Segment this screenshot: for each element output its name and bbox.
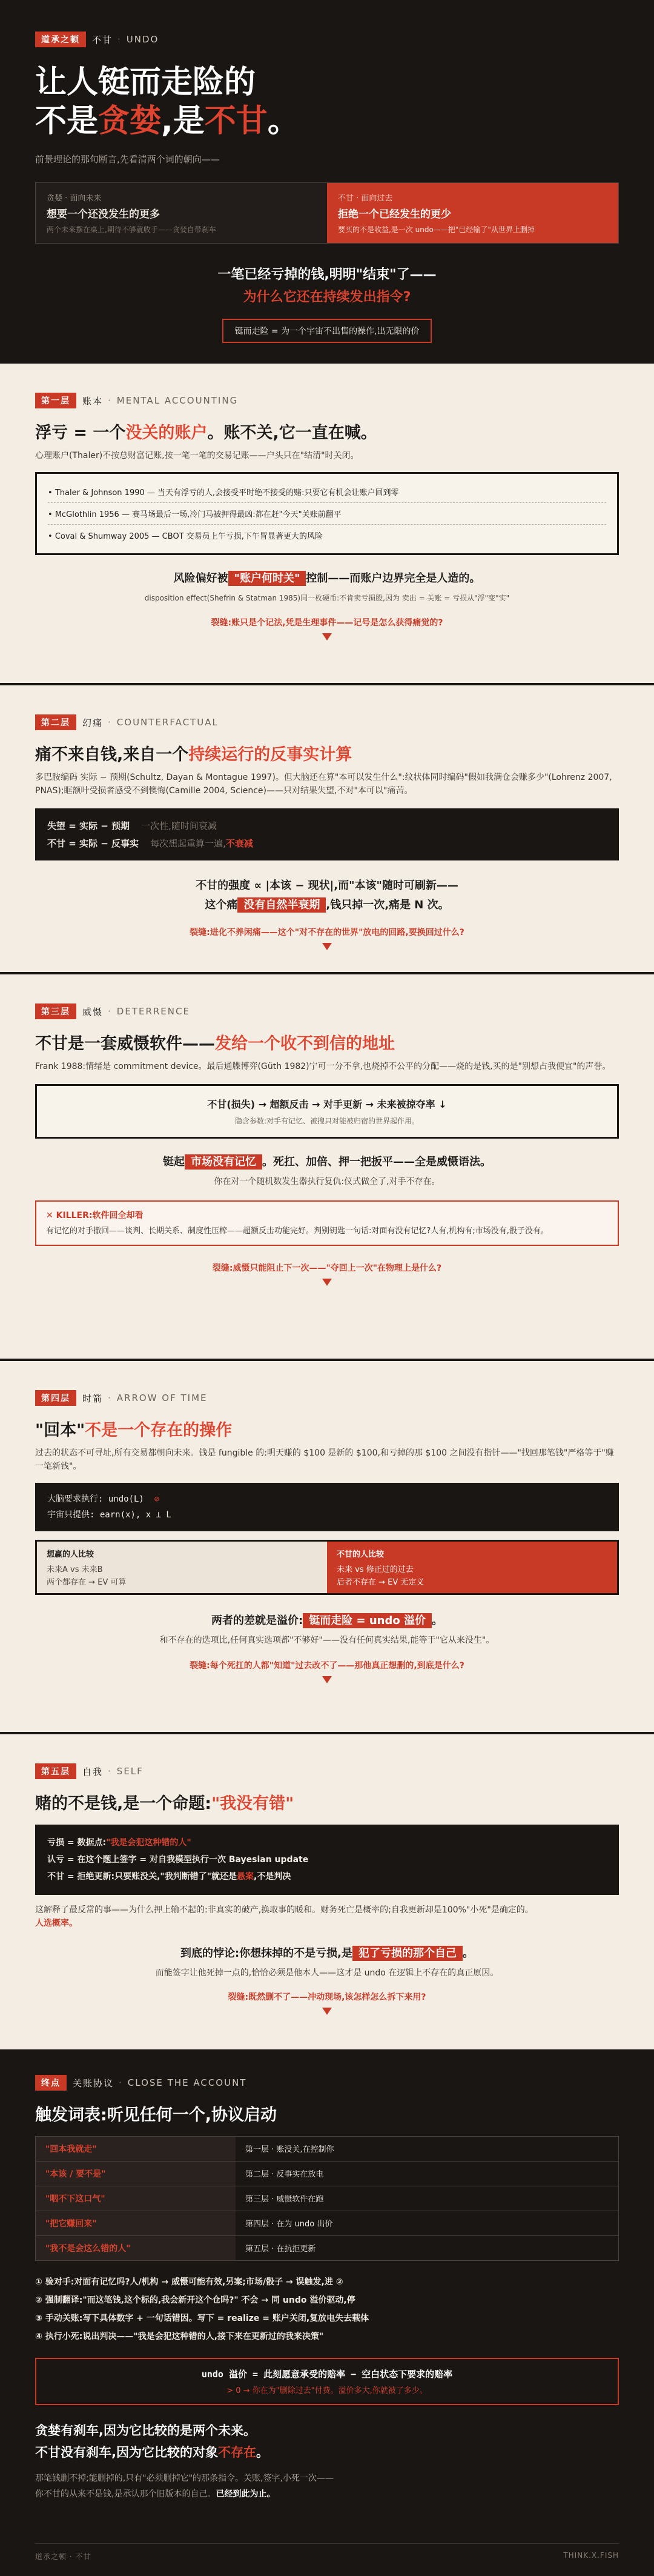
s3-killer-title: ✕ KILLER:软件回全却看	[46, 1211, 144, 1220]
s2-title-red: 持续运行的反事实计算	[188, 745, 352, 764]
trigger-phrase: "我不是会这么错的人"	[36, 2236, 236, 2260]
s3-kicker	[35, 1003, 619, 1019]
hero-def-box: 铤而走险 = 为一个宇宙不出售的操作,出无限的价	[222, 319, 431, 343]
s3-title	[35, 1030, 619, 1054]
s2-eq1-note: 一次性,随时间衰减	[141, 820, 217, 831]
s4-kicker	[35, 1390, 619, 1406]
s5-code-l3-red: 悬案	[236, 1872, 254, 1882]
s2-eq-box	[35, 808, 619, 860]
s5-key-post: 。	[463, 1947, 474, 1960]
s5-title-red: "我没有错"	[211, 1794, 294, 1813]
s2-formula2	[35, 896, 619, 915]
arrow-down-icon	[322, 2008, 332, 2015]
s4-left-l1: 未来A vs 未来B	[47, 1565, 103, 1574]
s5-kicker-mid: 自我	[82, 1766, 104, 1777]
undo-premium-box	[35, 2358, 619, 2405]
s2-kicker-mid: 幻痛	[82, 717, 104, 728]
s5-code-l3-post: ,不是判决	[253, 1872, 291, 1882]
close-section	[0, 2049, 654, 2576]
close-end2-post: 。	[256, 2445, 269, 2460]
dot: ·	[108, 1766, 112, 1777]
s3-kicker-en: DETERRENCE	[116, 1006, 190, 1017]
hero-title-pre: 不是	[35, 103, 99, 139]
s4-left-title: 想赢的人比较	[47, 1550, 94, 1559]
s3-key-hl: 市场没有记忆	[185, 1154, 262, 1170]
s2-formula	[35, 876, 619, 915]
hero-intro: 前景理论的那句断言,先看清两个词的朝向——	[35, 154, 220, 165]
section-3	[0, 974, 654, 1359]
s5-desc	[35, 1903, 619, 1930]
s1-ref-1: McGlothlin 1956 — 赛马场最后一场,冷门马被押得最凶:都在赶"今天"关账前翻平	[54, 510, 342, 519]
prohibited-icon: ⊘	[154, 1494, 160, 1504]
dot: ·	[108, 1393, 112, 1403]
s2-eq2-red: 不衰减	[225, 838, 253, 849]
s4-compare-left	[37, 1542, 327, 1593]
s4-key-sub: 和不存在的选项比,任何真实选项都"不够好"——没有任何真实结果,能等于"它从来没生"。	[159, 1636, 495, 1645]
hero-title-red2: 不甘	[204, 103, 268, 139]
s1-ref-row: • Thaler & Johnson 1990 — 当天有浮亏的人,会接受平时绝不接受的赌:只要它有机会让账户回到零	[48, 481, 606, 503]
s2-kicker	[35, 714, 619, 730]
s3-flow-sub: 隐含参数:对手有记忆、被搜只对能被归宿的世界起作用。	[234, 1117, 420, 1125]
trigger-table	[35, 2136, 619, 2261]
s2-title	[35, 741, 619, 765]
protocol-step: ① 验对手:对面有记忆吗?人/机构 → 威慑可能有效,另案;市场/骰子 → 误触发,进 ②	[35, 2277, 343, 2287]
s3-teaser: 裂缝:威慑只能阻止下一次——"夺回上一次"在物理上是什么?	[212, 1263, 442, 1273]
s2-eq2-label: 不甘 = 实际 − 反事实	[47, 838, 139, 849]
s4-key-hl: 铤而走险 = undo 溢价	[303, 1613, 432, 1628]
s5-code-l3-pre: 不甘 = 拒绝更新:只要账没关,"我判断错了"就还是	[47, 1872, 237, 1882]
s4-compare	[35, 1540, 619, 1595]
footer-right: THINK.X.FISH	[563, 2551, 619, 2560]
trigger-row	[36, 2211, 618, 2236]
hero-q2: 为什么它还在持续发出指令?	[243, 290, 411, 305]
close-end2-pre: 不甘没有刹车,因为它比较的对象	[35, 2445, 218, 2460]
arrow-down-icon	[322, 633, 332, 641]
protocol-step: ② 强制翻译:"而这笔钱,这个标的,我会新开这个仓吗?" 不会 → 同 undo 溢价驱动,停	[35, 2295, 355, 2305]
close-kicker	[35, 2075, 619, 2091]
s4-code1-text: 大脑要求执行: undo(L)	[47, 1494, 144, 1504]
trigger-row	[36, 2162, 618, 2186]
trigger-phrase: "回本我就走"	[36, 2137, 236, 2161]
trigger-phrase: "把它赚回来"	[36, 2211, 236, 2235]
s3-killer-box	[35, 1200, 619, 1246]
dot: ·	[108, 395, 112, 406]
s4-title-pre: "回本"	[35, 1421, 85, 1440]
s3-kicker-mid: 威慑	[82, 1006, 104, 1017]
hero-right-desc: 要买的不是收益,是一次 undo——把"已经输了"从世界上删掉	[338, 225, 535, 234]
s4-kicker-en: ARROW OF TIME	[116, 1393, 208, 1403]
hero-compare-left	[36, 183, 327, 243]
trigger-layer: 第四层 · 在为 undo 出价	[245, 2220, 333, 2229]
s5-code-l1-pre: 亏损 = 数据点:	[47, 1838, 107, 1848]
s2-eq2	[47, 834, 607, 852]
s1-key-hl: "账户何时关"	[228, 571, 306, 586]
close-end2-red: 不存在	[217, 2445, 256, 2460]
s5-code-l3	[47, 1868, 607, 1885]
close-tag: 终点	[35, 2075, 67, 2091]
s3-title-red: 发给一个收不到信的地址	[215, 1034, 395, 1053]
hero-left-small: 贪婪 · 面向未来	[47, 194, 102, 203]
s3-key-post: 。死扛、加倍、押一把扳平——全是威慑语法。	[262, 1156, 491, 1168]
close-end-desc1: 那笔钱删不掉;能删掉的,只有"必须删掉它"的那条指令。关账,签字,小死一次——	[35, 2474, 334, 2483]
trigger-layer: 第一层 · 账没关,在控制你	[245, 2145, 334, 2154]
trigger-layer: 第二层 · 反事实在放电	[245, 2170, 324, 2179]
hero-compare-right	[327, 183, 618, 243]
s5-title	[35, 1790, 619, 1814]
s3-flow: 不甘(损失) → 超额反击 → 对手更新 → 未来被掠夺率 ↓	[207, 1099, 447, 1110]
s1-kicker-en: MENTAL ACCOUNTING	[116, 395, 239, 406]
s5-key-pre: 到底的悖论:你想抹掉的不是亏损,是	[180, 1947, 353, 1960]
s1-key-pre: 风险偏好被	[173, 572, 228, 585]
s4-title	[35, 1417, 619, 1440]
undo-premium-note: > 0 → 你在为"删除过去"付费。溢价多大,你就被了多少。	[226, 2386, 428, 2395]
section-4	[0, 1361, 654, 1732]
arrow-down-icon	[322, 943, 332, 950]
close-kicker-mid: 关账协议	[73, 2077, 114, 2089]
s4-right-l1: 未来 vs 修正过的过去	[337, 1565, 414, 1574]
section-2	[0, 685, 654, 972]
s2-tag: 第二层	[35, 714, 76, 730]
trigger-phrase: "咽不下这口气"	[36, 2186, 236, 2211]
hero-section	[0, 0, 654, 364]
s4-right-l2: 后者不存在 → EV 无定义	[337, 1578, 424, 1587]
dot: ·	[117, 34, 122, 45]
s2-kicker-en: COUNTERFACTUAL	[116, 717, 219, 728]
hero-right-small: 不甘 · 面向过去	[338, 194, 393, 203]
protocol-step: ③ 手动关账:写下具体数字 + 一句话错因。写下 = realize = 账户关闭,复放电失去载体	[35, 2314, 369, 2323]
s5-code-l2: 认亏 = 在这个题上签字 = 对自我模型执行一次 Bayesian update	[47, 1855, 309, 1865]
s2-formula2-post: ,钱只掉一次,痛是 N 次。	[326, 899, 449, 911]
s4-code2: 宇宙只提供: earn(x), x ⊥ L	[47, 1510, 171, 1520]
hero-title-line1: 让人铤而走险的	[35, 64, 256, 101]
s1-key	[35, 570, 619, 585]
s5-kicker	[35, 1763, 619, 1779]
s4-teaser: 裂缝:每个死扛的人都"知道"过去改不了——那他真正想删的,到底是什么?	[190, 1661, 464, 1671]
s5-desc-pre: 这解释了最反常的事——为什么押上输不起的:非真实的破产,换取事的暖和。财务死亡是概率的;自我更新却是100%"小死"是确定的。	[35, 1905, 533, 1915]
undo-premium-formula: undo 溢价 = 此刻愿意承受的赔率 − 空白状态下要求的赔率	[201, 2369, 453, 2380]
s2-desc: 多巴胺编码 实际 − 预期(Schultz, Dayan & Montague 1997)。但大脑还在算"本可以发生什么":纹状体同时编码"假如我满仓会赚多少"(Lohrenz 2007, PNAS);眶额叶受损者感受不到懊悔(Camille 2004, Science)——只对结果失望,不对"本可以"痛苦。	[35, 773, 612, 796]
hero-title-mid: ,是	[161, 103, 205, 139]
s2-eq1-label: 失望 = 实际 − 预期	[47, 820, 130, 831]
s1-teaser: 裂缝:账只是个记法,凭是生理事件——记号是怎么获得痛觉的?	[211, 618, 443, 628]
s4-desc: 过去的状态不可寻址,所有交易都朝向未来。钱是 fungible 的:明天赚的 $100 是新的 $100,和亏掉的那 $100 之间没有指针——"找回那笔钱"严格等于"赚一笔新钱"。	[35, 1448, 614, 1471]
s4-right-title: 不甘的人比较	[337, 1550, 385, 1559]
s5-code-l1	[47, 1834, 607, 1851]
s1-refs-box	[35, 472, 619, 555]
hero-title	[35, 63, 619, 141]
s4-code1	[47, 1491, 607, 1507]
s1-title-end: 。账不关,它一直在喊。	[207, 424, 377, 442]
section-1	[0, 364, 654, 683]
close-title: 触发词表:听见任何一个,协议启动	[35, 2106, 277, 2125]
s5-tag: 第五层	[35, 1763, 76, 1779]
s4-tag: 第四层	[35, 1390, 76, 1406]
protocol-steps	[35, 2273, 619, 2346]
s1-sub: disposition effect(Shefrin & Statman 1985)同一枚硬币:不肯卖亏损股,因为 卖出 = 关账 = 亏损从"浮"变"实"	[144, 594, 510, 602]
hero-title-end: 。	[267, 103, 299, 139]
s5-teaser: 裂缝:既然删不了——冲动现场,该怎样怎么拆下来用?	[228, 1992, 426, 2002]
s4-kicker-mid: 时箭	[82, 1393, 104, 1404]
s3-tag: 第三层	[35, 1003, 76, 1019]
s5-desc-red: 人选概率。	[35, 1919, 78, 1928]
s3-key	[35, 1153, 619, 1169]
s5-key-sub: 而能签字让他死掉一点的,恰恰必须是他本人——这才是 undo 在逻辑上不存在的真正原因。	[155, 1968, 499, 1978]
s4-compare-right	[327, 1542, 617, 1593]
s2-formula2-hl: 没有自然半衰期	[237, 897, 326, 913]
close-end2	[35, 2443, 619, 2461]
s2-formula1: 不甘的强度 ∝ |本该 − 现状|,而"本该"随时可刷新——	[196, 879, 458, 892]
s2-formula2-pre: 这个痛	[205, 899, 238, 911]
hero-compare	[35, 182, 619, 244]
s1-kicker	[35, 393, 619, 408]
close-end-desc2-bold: 已经到此为止。	[216, 2489, 276, 2499]
dot: ·	[108, 717, 112, 728]
s1-key-post: 控制——而账户边界完全是人造的。	[306, 572, 481, 585]
s1-desc: 心理账户(Thaler)不按总财富记账,按一笔一笔的交易记账——户头只在"结清"时关闭。	[35, 451, 359, 461]
hero-kicker-en: UNDO	[126, 34, 159, 45]
close-kicker-en: CLOSE THE ACCOUNT	[127, 2077, 247, 2088]
hero-left-desc: 两个未来摆在桌上,期待不够就收手——贪婪自带刹车	[47, 225, 216, 234]
footer-left: 道承之顿 · 不甘	[35, 2552, 91, 2561]
hero-def-wrap	[35, 319, 619, 343]
trigger-layer: 第三层 · 威慑软件在跑	[245, 2195, 324, 2204]
s1-title	[35, 419, 619, 443]
s3-title-pre: 不甘是一套威慑软件——	[35, 1034, 215, 1053]
s5-key-hl: 犯了亏损的那个自己	[352, 1946, 463, 1961]
s1-kicker-mid: 账本	[82, 395, 104, 407]
s3-desc: Frank 1988:情绪是 commitment device。最后通牒博弈(Güth 1982)宁可一分不拿,也烧掉不公平的分配——烧的是钱,买的是"别想占我便宜"的声誉。	[35, 1062, 611, 1071]
close-end	[35, 2421, 619, 2500]
s4-key	[35, 1612, 619, 1628]
s1-ref-0: Thaler & Johnson 1990 — 当天有浮亏的人,会接受平时绝不接受的赌:只要它有机会让账户回到零	[54, 488, 399, 498]
hero-kicker-mid: 不甘	[92, 34, 113, 45]
close-end-desc2-pre: 你不甘的从来不是钱,是承认那个旧版本的自己。	[35, 2489, 216, 2499]
dot: ·	[108, 1006, 112, 1017]
arrow-down-icon	[322, 1279, 332, 1286]
arrow-down-icon	[322, 1676, 332, 1683]
s2-eq2-note: 每次想起重算一遍,	[150, 838, 226, 849]
footer	[35, 2543, 619, 2561]
hero-kicker	[35, 32, 619, 47]
s1-title-red: 没关的账户	[125, 424, 208, 442]
s4-key-pre: 两者的差就是溢价:	[211, 1614, 303, 1627]
s1-ref-row: • McGlothlin 1956 — 赛马场最后一场,冷门马被押得最凶:都在赶"今天"关账前翻平	[48, 503, 606, 525]
s3-key-sub: 你在对一个随机数发生器执行复仇:仪式做全了,对手不存在。	[214, 1177, 440, 1186]
hero-q1: 一笔已经亏掉的钱,明明"结束"了——	[217, 267, 437, 282]
s3-flow-box	[35, 1084, 619, 1139]
s4-code-box	[35, 1483, 619, 1531]
hero-left-main: 想要一个还没发生的更多	[47, 208, 160, 221]
hero-question	[35, 264, 619, 305]
hero-title-red1: 贪婪	[98, 103, 162, 139]
trigger-row	[36, 2186, 618, 2211]
trigger-layer: 第五层 · 在抗拒更新	[245, 2245, 316, 2254]
trigger-row	[36, 2137, 618, 2162]
s2-eq1	[47, 817, 607, 834]
s5-code-l1-red: "我是会犯这种错的人"	[106, 1838, 191, 1848]
trigger-phrase: "本该 / 要不是"	[36, 2162, 236, 2186]
section-5	[0, 1734, 654, 2049]
s4-left-l2: 两个都存在 → EV 可算	[47, 1578, 127, 1587]
protocol-step: ④ 执行小死:说出判决——"我是会犯这种错的人,接下来在更新过的我来决策"	[35, 2332, 324, 2341]
trigger-row	[36, 2236, 618, 2260]
s1-ref-row: • Coval & Shumway 2005 — CBOT 交易员上午亏损,下午冒显著更大的风险	[48, 532, 323, 541]
hero-right-main: 拒绝一个已经发生的更少	[338, 208, 451, 221]
s4-title-red: 不是一个存在的操作	[85, 1421, 233, 1440]
s1-title-pre: 浮亏 = 一个	[35, 424, 126, 442]
s3-killer-body: 有记忆的对手撤回——谈判、长期关系、制度性压榨——超额反击功能完好。判别钥匙一句话:对面有没有记忆?人有,机构有;市场没有,骰子没有。	[46, 1226, 549, 1236]
s2-teaser: 裂缝:进化不养闲痛——这个"对不存在的世界"放电的回路,要换回过什么?	[190, 928, 464, 937]
dot: ·	[119, 2077, 123, 2088]
s5-code-box	[35, 1825, 619, 1895]
s5-kicker-en: SELF	[116, 1766, 144, 1777]
s1-ref-2: Coval & Shumway 2005 — CBOT 交易员上午亏损,下午冒显著更大的风险	[54, 532, 323, 541]
hero-tag: 道承之顿	[35, 32, 86, 47]
s5-key	[35, 1945, 619, 1960]
s1-tag: 第一层	[35, 393, 76, 408]
s3-key-pre: 铤起	[163, 1156, 185, 1168]
close-end-desc2	[35, 2488, 619, 2500]
s2-title-pre: 痛不来自钱,来自一个	[35, 745, 189, 764]
s4-key-post: 。	[431, 1614, 443, 1627]
close-end1: 贪婪有刹车,因为它比较的是两个未来。	[35, 2423, 256, 2438]
s5-title-pre: 赌的不是钱,是一个命题:	[35, 1794, 212, 1813]
